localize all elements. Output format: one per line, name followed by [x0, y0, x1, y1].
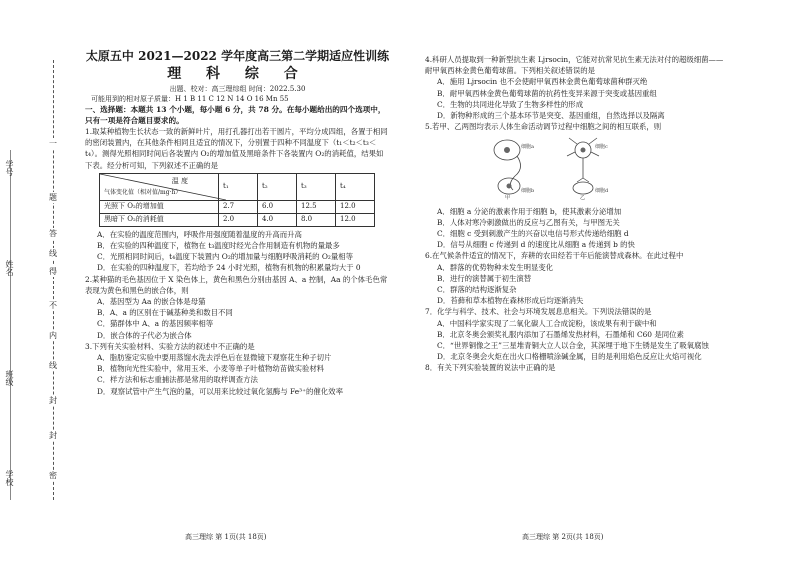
student-name-field[interactable]	[4, 260, 15, 276]
question-6-stem: 6.在气候条件适宜的情况下，弃耕的农田经若干年后能演替成森林。在此过程中	[425, 251, 684, 261]
option-b: B．北京冬奥会颁奖礼服内添加了石墨烯发热材料，石墨烯和 C60 是同位素	[437, 329, 684, 339]
label-cell-a: 细胞a	[521, 144, 534, 151]
question-8-stem: 8．有关下列实验装置的说法中正确的是	[425, 363, 556, 373]
label-cell-b: 细胞b	[521, 188, 535, 195]
field-label: 学校	[5, 470, 14, 486]
question-1-stem: 1.取某种植物生长状态一致的新鲜叶片，用打孔器打出若干圆片，平均分成四组，各置于相同的密闭装置内，在其他条件相同且适宜的情况下，分别置于四种不同温度下（t₁＜t₂＜t₃＜t₄）。测得光照相同时间后各装置内 O₂的增加值及黑暗条件下各装置内 O₂的消耗值，结果如下表。经分析可知，下列叙述不正确的是	[85, 127, 388, 170]
binding-solid-line	[10, 150, 11, 500]
section-heading: 一、选择题：本题共 13 个小题，每小题 6 分，共 78 分。在每小题给出的四个选项中，只有一项是符合题目要求的。	[85, 105, 386, 125]
option-a: A．施用 Ljrsocin 也不会使耐甲氧西林金黄色葡萄球菌种群灭绝	[437, 77, 648, 87]
page-footer-right: 高三理综 第 2页(共 18页)	[522, 533, 604, 541]
option-b: B．耐甲氧西林金黄色葡萄球菌的抗药性变异来源于突变或基因重组	[437, 88, 657, 98]
seal-char: 线	[49, 361, 57, 370]
seal-char: 得	[49, 267, 57, 276]
option-c: C．样方法和标志重捕法都是常用的取样调查方法	[97, 375, 258, 385]
field-label: 班级	[5, 370, 14, 386]
value-cell: 12.0	[336, 200, 375, 213]
seal-char: 答	[49, 229, 57, 238]
field-label: 学号	[5, 160, 14, 176]
option-b: B．A、a 的区别在于碱基种类和数目不同	[97, 308, 233, 318]
option-b: B．人体对寒冷刺激做出的反应与乙图有关，与甲图无关	[437, 217, 620, 227]
option-d: D．嵌合体的子代必为嵌合体	[97, 330, 192, 340]
caption-yi: 乙	[580, 195, 586, 201]
option-a: A．群落的优势物种未发生明显变化	[437, 262, 554, 272]
temp-cell: t₂	[258, 173, 297, 200]
left-column	[85, 48, 390, 397]
header-top-label: 温 度	[171, 176, 188, 185]
value-cell: 8.0	[297, 213, 336, 226]
option-c: C．“世界铜像之王”三星堆青铜大立人以合金，其深埋于地下生锈是发生了吸氧腐蚀	[437, 341, 709, 351]
value-cell: 2.7	[219, 200, 258, 213]
exam-subtitle: 理 科 综 合	[167, 66, 308, 82]
header-bottom-label: 气体变化值（相对值/mg·h）	[104, 188, 182, 196]
label-cell-d: 细胞d	[595, 188, 609, 195]
table-header-cell	[100, 173, 219, 200]
atomic-mass-line: 可能用到的相对原子质量：H 1 B 11 C 12 N 14 O 16 Mn 55	[91, 95, 289, 103]
seal-char: 内	[49, 331, 57, 340]
field-label: 姓名	[5, 260, 14, 276]
option-d: D．北京冬奥会火炬在出火口格栅喷涂碱金属，目的是利用焰色反应让火焰可视化	[437, 352, 702, 362]
option-a: A．中国科学家实现了二氧化碳人工合成淀粉，该成果有利于碳中和	[437, 318, 657, 328]
question-4-stem: 4.科研人员提取到一种新型抗生素 Ljrsocin，它能对抗常见抗生素无法对付的超级细菌——耐甲氧西林金黄色葡萄球菌。下列相关叙述错误的是	[425, 55, 724, 76]
seal-char: 题	[49, 193, 57, 202]
question-3-stem: 3.下列有关实验材料、实验方法的叙述中不正确的是	[85, 341, 255, 351]
class-field[interactable]	[4, 370, 15, 386]
right-column	[425, 54, 730, 374]
seal-mark: 密	[49, 471, 57, 480]
table-row	[100, 213, 375, 226]
option-c: C．光照相同时间后，t₄温度下装置内 O₂的增加量与细胞呼吸消耗的 O₂量相等	[97, 252, 354, 262]
seal-char: 不	[49, 301, 57, 310]
seal-char: 封	[49, 431, 57, 440]
option-b: B．在实验的四种温度下，植物在 t₃温度时经光合作用制造有机物的量最多	[97, 241, 340, 251]
caption-jia: 甲	[505, 195, 511, 201]
binding-margin	[0, 0, 70, 561]
question-7-stem: 7．化学与科学、技术、社会与环境发展息息相关。下列说法错误的是	[425, 307, 652, 317]
q1-data-table	[99, 173, 375, 227]
table-row	[100, 200, 375, 213]
option-c: C．细胞 c 受到刺激产生的兴奋以电信号形式传递给细胞 d	[437, 229, 629, 239]
row-label: 光照下 O₂的增加值	[100, 200, 219, 213]
option-c: C．生物的共同进化导致了生物多样性的形成	[437, 99, 584, 109]
exam-meta: 出题、校对：高三理综组 时间：2022.5.30	[169, 85, 306, 93]
option-a: A．脂肪鉴定实验中要用蒸馏水洗去浮色后在显微镜下观察花生种子切片	[97, 353, 332, 363]
value-cell: 2.0	[219, 213, 258, 226]
seal-mark: 线	[49, 249, 57, 258]
question-5-stem: 5.若甲、乙两图均表示人体生命活动调节过程中细胞之间的相互联系，则	[425, 122, 662, 132]
cell-signaling-diagram	[485, 134, 635, 200]
student-id-field[interactable]	[4, 160, 15, 176]
value-cell: 6.0	[258, 200, 297, 213]
option-d: D．在实验的四种温度下，若均给予 24 小时光照，植物有机物的积累量均大于 0	[97, 263, 361, 273]
value-cell: 12.5	[297, 200, 336, 213]
option-d: D．观察试管中产生气泡的量，可以用来比较过氧化氢酶与 Fe³⁺的催化效率	[97, 386, 343, 396]
seal-char: 一	[49, 139, 57, 148]
temp-cell: t₄	[336, 173, 375, 200]
option-d: D．新物种形成的三个基本环节是突变、基因重组，自然选择以及隔离	[437, 111, 665, 121]
option-b: B．植物向光性实验中，常用玉米、小麦等单子叶植物幼苗做实验材料	[97, 364, 325, 374]
option-d: D．苔藓和草本植物在森林形成后均逐渐消失	[437, 296, 584, 306]
option-a: A．在实验的温度范围内，呼吸作用强度随着温度的升高而升高	[97, 229, 302, 239]
label-cell-c: 细胞c	[595, 144, 608, 151]
value-cell: 12.0	[336, 213, 375, 226]
option-a: A．细胞 a 分泌的激素作用于细胞 b，使其激素分泌增加	[437, 206, 622, 216]
option-a: A．基因型为 Aa 的嵌合体是母猫	[97, 297, 206, 307]
school-field[interactable]	[4, 470, 15, 486]
option-b: B．进行的演替属于初生演替	[437, 273, 532, 283]
temp-cell: t₁	[219, 173, 258, 200]
option-d: D．信号从细胞 c 传递到 d 的速度比从细胞 a 传递到 b 的快	[437, 240, 635, 250]
page-footer-left: 高三理综 第 1页(共 18页)	[185, 533, 267, 541]
option-c: C．群落的结构逐渐复杂	[437, 285, 517, 295]
row-label: 黑暗下 O₂的消耗值	[100, 213, 219, 226]
exam-title: 太原五中 2021—2022 学年度高三第二学期适应性训练	[85, 49, 390, 63]
question-2-stem: 2.某种猫的毛色基因位于 X 染色体上，黄色和黑色分别由基因 A、a 控制，Aa 的个体毛色常表现为黄色和黑色的嵌合体，则	[85, 274, 388, 295]
option-c: C．猫群体中 A、a 的基因频率相等	[97, 319, 214, 329]
value-cell: 4.0	[258, 213, 297, 226]
seal-mark: 封	[49, 396, 57, 405]
temp-cell: t₃	[297, 173, 336, 200]
